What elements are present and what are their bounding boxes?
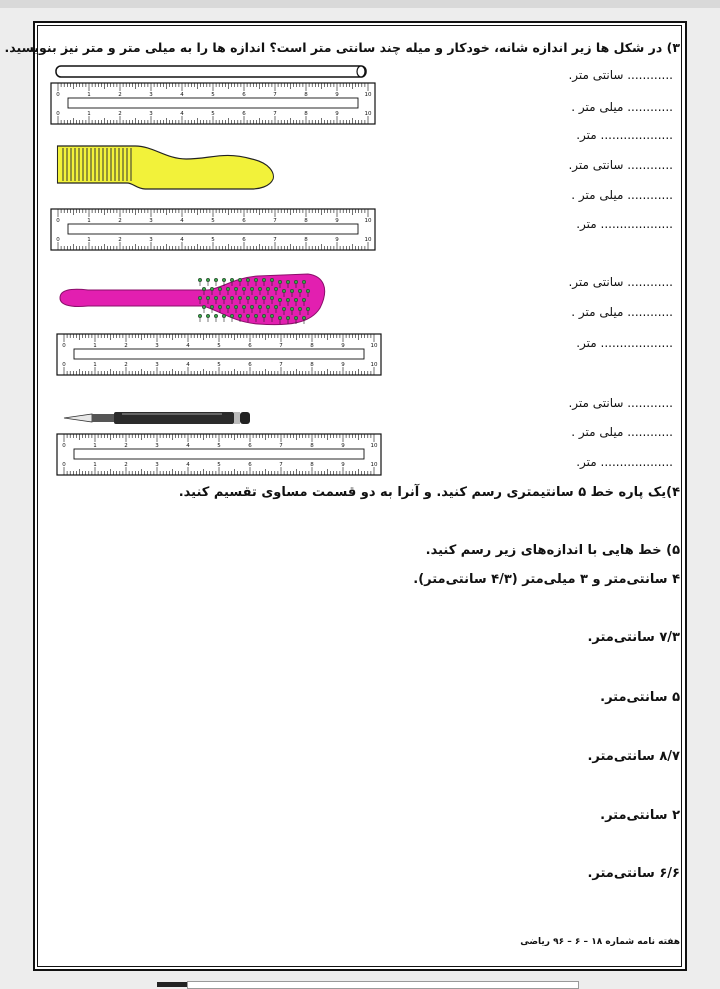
bristle-tip bbox=[246, 314, 250, 318]
ruler-label-top: 6 bbox=[248, 443, 252, 449]
ruler-label-top: 0 bbox=[62, 343, 66, 349]
ruler-label-bottom: 8 bbox=[310, 462, 314, 468]
bristle-tip bbox=[278, 280, 282, 284]
bristle-tip bbox=[226, 305, 230, 309]
ruler-label-bottom: 4 bbox=[180, 111, 184, 117]
question-3-title: ۳) در شکل ها زیر اندازه شانه، خودکار و میله چند سانتی متر است؟ اندازه ها را به میلی متر و متر نیز بنویسید. bbox=[4, 40, 680, 55]
bristle-tip bbox=[242, 305, 246, 309]
ruler-label-bottom: 2 bbox=[124, 362, 128, 368]
ruler-label-top: 5 bbox=[217, 443, 221, 449]
bristle-tip bbox=[274, 305, 278, 309]
bristle-tip bbox=[210, 287, 214, 291]
pen-mm-blank[interactable]: ............ میلی متر . bbox=[571, 425, 673, 439]
rod-mm-blank[interactable]: ............ میلی متر . bbox=[571, 100, 673, 114]
ruler-label-bottom: 1 bbox=[87, 111, 91, 117]
bristle-tip bbox=[302, 298, 306, 302]
ruler-label-bottom: 8 bbox=[310, 362, 314, 368]
ruler-label-bottom: 5 bbox=[211, 237, 215, 243]
ruler-label-bottom: 6 bbox=[242, 237, 246, 243]
bristle-tip bbox=[238, 278, 242, 282]
bristle-tip bbox=[246, 278, 250, 282]
ruler-label-bottom: 1 bbox=[87, 237, 91, 243]
ruler-label-top: 2 bbox=[124, 343, 128, 349]
ruler-label-top: 2 bbox=[118, 218, 122, 224]
bristle-tip bbox=[298, 289, 302, 293]
ruler-slot bbox=[68, 98, 358, 108]
ruler-label-top: 8 bbox=[310, 343, 314, 349]
ruler-label-top: 10 bbox=[364, 218, 372, 224]
bristle-tip bbox=[202, 287, 206, 291]
ruler-label-bottom: 7 bbox=[273, 111, 277, 117]
comb-image bbox=[55, 143, 277, 198]
bristle-tip bbox=[262, 296, 266, 300]
bristle-tip bbox=[278, 298, 282, 302]
question-5-title: ۵) خط هایی با اندازه‌های زیر رسم کنید. bbox=[425, 543, 680, 558]
q5-item-2: ۷/۳ سانتی‌متر. bbox=[587, 630, 680, 645]
bristle-tip bbox=[254, 314, 258, 318]
rod-m-blank[interactable]: ................... متر. bbox=[576, 128, 673, 142]
ruler-label-bottom: 6 bbox=[248, 462, 252, 468]
ruler-label-bottom: 10 bbox=[364, 111, 372, 117]
ruler-label-top: 3 bbox=[149, 92, 153, 98]
ruler-4 bbox=[56, 433, 384, 478]
bristle-tip bbox=[230, 278, 234, 282]
brush-m-blank[interactable]: ................... متر. bbox=[576, 336, 673, 350]
bristle-tip bbox=[298, 307, 302, 311]
bristle-tip bbox=[278, 316, 282, 320]
bristle-tip bbox=[258, 305, 262, 309]
ruler-label-bottom: 2 bbox=[118, 111, 122, 117]
bristle-tip bbox=[270, 278, 274, 282]
bristle-tip bbox=[214, 296, 218, 300]
ruler-label-bottom: 0 bbox=[62, 362, 66, 368]
ruler-label-top: 5 bbox=[211, 92, 215, 98]
ruler-label-top: 1 bbox=[87, 92, 91, 98]
ruler-label-top: 6 bbox=[248, 343, 252, 349]
bristle-tip bbox=[206, 296, 210, 300]
bristle-tip bbox=[234, 287, 238, 291]
ruler-label-top: 0 bbox=[56, 92, 60, 98]
bristle-tip bbox=[238, 314, 242, 318]
ruler-label-top: 9 bbox=[341, 443, 345, 449]
ruler-label-top: 1 bbox=[87, 218, 91, 224]
bristle-tip bbox=[230, 296, 234, 300]
bristle-tip bbox=[222, 278, 226, 282]
ruler-1 bbox=[50, 82, 378, 127]
bristle-tip bbox=[294, 280, 298, 284]
ruler-label-top: 9 bbox=[335, 218, 339, 224]
ruler-label-top: 8 bbox=[304, 218, 308, 224]
bristle-tip bbox=[294, 316, 298, 320]
bristle-tip bbox=[218, 305, 222, 309]
pen-m-blank[interactable]: ................... متر. bbox=[576, 455, 673, 469]
ruler-label-top: 4 bbox=[180, 218, 184, 224]
ruler-label-top: 7 bbox=[279, 443, 283, 449]
ruler-label-bottom: 5 bbox=[217, 462, 221, 468]
bristle-tip bbox=[302, 316, 306, 320]
bristle-tip bbox=[306, 307, 310, 311]
bottom-bar bbox=[0, 978, 720, 987]
q5-item-1: ۴ سانتی‌متر و ۳ میلی‌متر (۴/۳ سانتی‌متر). bbox=[413, 572, 680, 587]
bristle-tip bbox=[206, 278, 210, 282]
q5-item-3: ۵ سانتی‌متر. bbox=[600, 690, 680, 705]
bristle-tip bbox=[218, 287, 222, 291]
ruler-label-bottom: 4 bbox=[186, 462, 190, 468]
ruler-label-bottom: 3 bbox=[149, 111, 153, 117]
bristle-tip bbox=[230, 314, 234, 318]
bottom-bar-track bbox=[187, 981, 579, 989]
bristle-tip bbox=[290, 307, 294, 311]
bristle-tip bbox=[214, 278, 218, 282]
ruler-label-top: 3 bbox=[155, 343, 159, 349]
ruler-label-top: 9 bbox=[335, 92, 339, 98]
ruler-label-bottom: 2 bbox=[118, 237, 122, 243]
bristle-tip bbox=[274, 287, 278, 291]
ruler-label-top: 3 bbox=[149, 218, 153, 224]
bristle-tip bbox=[254, 296, 258, 300]
bristle-tip bbox=[198, 278, 202, 282]
bristle-tip bbox=[250, 287, 254, 291]
ruler-label-top: 6 bbox=[242, 92, 246, 98]
ruler-label-top: 10 bbox=[370, 443, 378, 449]
pen-image bbox=[62, 408, 254, 428]
q5-item-4: ۸/۷ سانتی‌متر. bbox=[587, 749, 680, 764]
ruler-label-top: 10 bbox=[370, 343, 378, 349]
ruler-label-bottom: 0 bbox=[56, 237, 60, 243]
pen-cm-blank[interactable]: ............ سانتی متر. bbox=[568, 396, 673, 410]
ruler-label-top: 7 bbox=[273, 218, 277, 224]
bristle-tip bbox=[226, 287, 230, 291]
footer-caption: هفته نامه شماره ۱۸ – ۶ – ۹۶ ریاضی bbox=[520, 937, 680, 947]
ruler-label-top: 1 bbox=[93, 443, 97, 449]
ruler-label-top: 5 bbox=[217, 343, 221, 349]
ruler-label-bottom: 8 bbox=[304, 237, 308, 243]
bristle-tip bbox=[198, 296, 202, 300]
ruler-label-bottom: 8 bbox=[304, 111, 308, 117]
ruler-label-top: 4 bbox=[180, 92, 184, 98]
ruler-label-bottom: 2 bbox=[124, 462, 128, 468]
ruler-label-bottom: 4 bbox=[180, 237, 184, 243]
bristle-tip bbox=[210, 305, 214, 309]
ruler-label-bottom: 9 bbox=[341, 462, 345, 468]
bristle-tip bbox=[286, 316, 290, 320]
ruler-label-bottom: 3 bbox=[155, 362, 159, 368]
bristle-tip bbox=[254, 278, 258, 282]
ruler-label-bottom: 7 bbox=[279, 462, 283, 468]
ruler-label-bottom: 9 bbox=[335, 111, 339, 117]
ruler-label-bottom: 5 bbox=[217, 362, 221, 368]
ruler-slot bbox=[74, 449, 364, 459]
ruler-label-top: 0 bbox=[56, 218, 60, 224]
question-4: ۴)یک پاره خط ۵ سانتیمتری رسم کنید. و آنرا به دو قسمت مساوی تقسیم کنید. bbox=[178, 485, 680, 500]
rod-image bbox=[55, 64, 370, 80]
brush-cm-blank[interactable]: ............ سانتی متر. bbox=[568, 275, 673, 289]
ruler-label-bottom: 7 bbox=[279, 362, 283, 368]
ruler-label-bottom: 6 bbox=[248, 362, 252, 368]
bristle-tip bbox=[282, 289, 286, 293]
bristle-tip bbox=[294, 298, 298, 302]
ruler-label-bottom: 3 bbox=[149, 237, 153, 243]
ruler-label-top: 4 bbox=[186, 443, 190, 449]
bristle-tip bbox=[266, 287, 270, 291]
bristle-tip bbox=[286, 280, 290, 284]
bristle-tip bbox=[238, 296, 242, 300]
bristle-tip bbox=[302, 280, 306, 284]
ruler-label-bottom: 7 bbox=[273, 237, 277, 243]
ruler-slot bbox=[74, 349, 364, 359]
ruler-label-bottom: 10 bbox=[370, 462, 378, 468]
bristle-tip bbox=[222, 314, 226, 318]
ruler-label-top: 0 bbox=[62, 443, 66, 449]
ruler-label-bottom: 1 bbox=[93, 462, 97, 468]
ruler-label-top: 7 bbox=[279, 343, 283, 349]
bristle-tip bbox=[258, 287, 262, 291]
ruler-label-bottom: 9 bbox=[341, 362, 345, 368]
bristle-tip bbox=[214, 314, 218, 318]
hairbrush-image bbox=[58, 268, 330, 328]
comb-cm-blank[interactable]: ............ سانتی متر. bbox=[568, 158, 673, 172]
ruler-label-bottom: 5 bbox=[211, 111, 215, 117]
ruler-3 bbox=[56, 333, 384, 378]
ruler-label-bottom: 10 bbox=[370, 362, 378, 368]
bristle-tip bbox=[306, 289, 310, 293]
q5-item-6: ۶/۶ سانتی‌متر. bbox=[587, 866, 680, 881]
comb-m-blank[interactable]: ................... متر. bbox=[576, 217, 673, 231]
bristle-tip bbox=[270, 314, 274, 318]
ruler-label-top: 3 bbox=[155, 443, 159, 449]
ruler-label-bottom: 0 bbox=[62, 462, 66, 468]
ruler-label-top: 6 bbox=[242, 218, 246, 224]
bristle-tip bbox=[282, 307, 286, 311]
bottom-bar-handle bbox=[157, 982, 187, 987]
ruler-label-top: 2 bbox=[124, 443, 128, 449]
ruler-label-top: 1 bbox=[93, 343, 97, 349]
bristle-tip bbox=[270, 296, 274, 300]
bristle-tip bbox=[222, 296, 226, 300]
ruler-label-bottom: 4 bbox=[186, 362, 190, 368]
bristle-tip bbox=[234, 305, 238, 309]
ruler-label-top: 2 bbox=[118, 92, 122, 98]
rod-cm-blank[interactable]: ............ سانتی متر. bbox=[568, 68, 673, 82]
bristle-tip bbox=[206, 314, 210, 318]
top-bar bbox=[0, 0, 720, 8]
q5-item-5: ۲ سانتی‌متر. bbox=[600, 808, 680, 823]
ruler-label-bottom: 3 bbox=[155, 462, 159, 468]
ruler-label-top: 4 bbox=[186, 343, 190, 349]
ruler-label-bottom: 10 bbox=[364, 237, 372, 243]
bristle-tip bbox=[262, 278, 266, 282]
comb-mm-blank[interactable]: ............ میلی متر . bbox=[571, 188, 673, 202]
ruler-slot bbox=[68, 224, 358, 234]
ruler-label-bottom: 6 bbox=[242, 111, 246, 117]
ruler-label-top: 5 bbox=[211, 218, 215, 224]
bristle-tip bbox=[198, 314, 202, 318]
bristle-tip bbox=[290, 289, 294, 293]
bristle-tip bbox=[266, 305, 270, 309]
ruler-label-top: 7 bbox=[273, 92, 277, 98]
bristle-tip bbox=[202, 305, 206, 309]
ruler-label-top: 10 bbox=[364, 92, 372, 98]
bristle-tip bbox=[286, 298, 290, 302]
ruler-label-top: 8 bbox=[304, 92, 308, 98]
bristle-tip bbox=[250, 305, 254, 309]
ruler-label-bottom: 1 bbox=[93, 362, 97, 368]
ruler-label-bottom: 0 bbox=[56, 111, 60, 117]
ruler-2 bbox=[50, 208, 378, 253]
brush-mm-blank[interactable]: ............ میلی متر . bbox=[571, 305, 673, 319]
bristle-tip bbox=[262, 314, 266, 318]
ruler-label-top: 8 bbox=[310, 443, 314, 449]
bristle-tip bbox=[246, 296, 250, 300]
ruler-label-top: 9 bbox=[341, 343, 345, 349]
bristle-tip bbox=[242, 287, 246, 291]
ruler-label-bottom: 9 bbox=[335, 237, 339, 243]
